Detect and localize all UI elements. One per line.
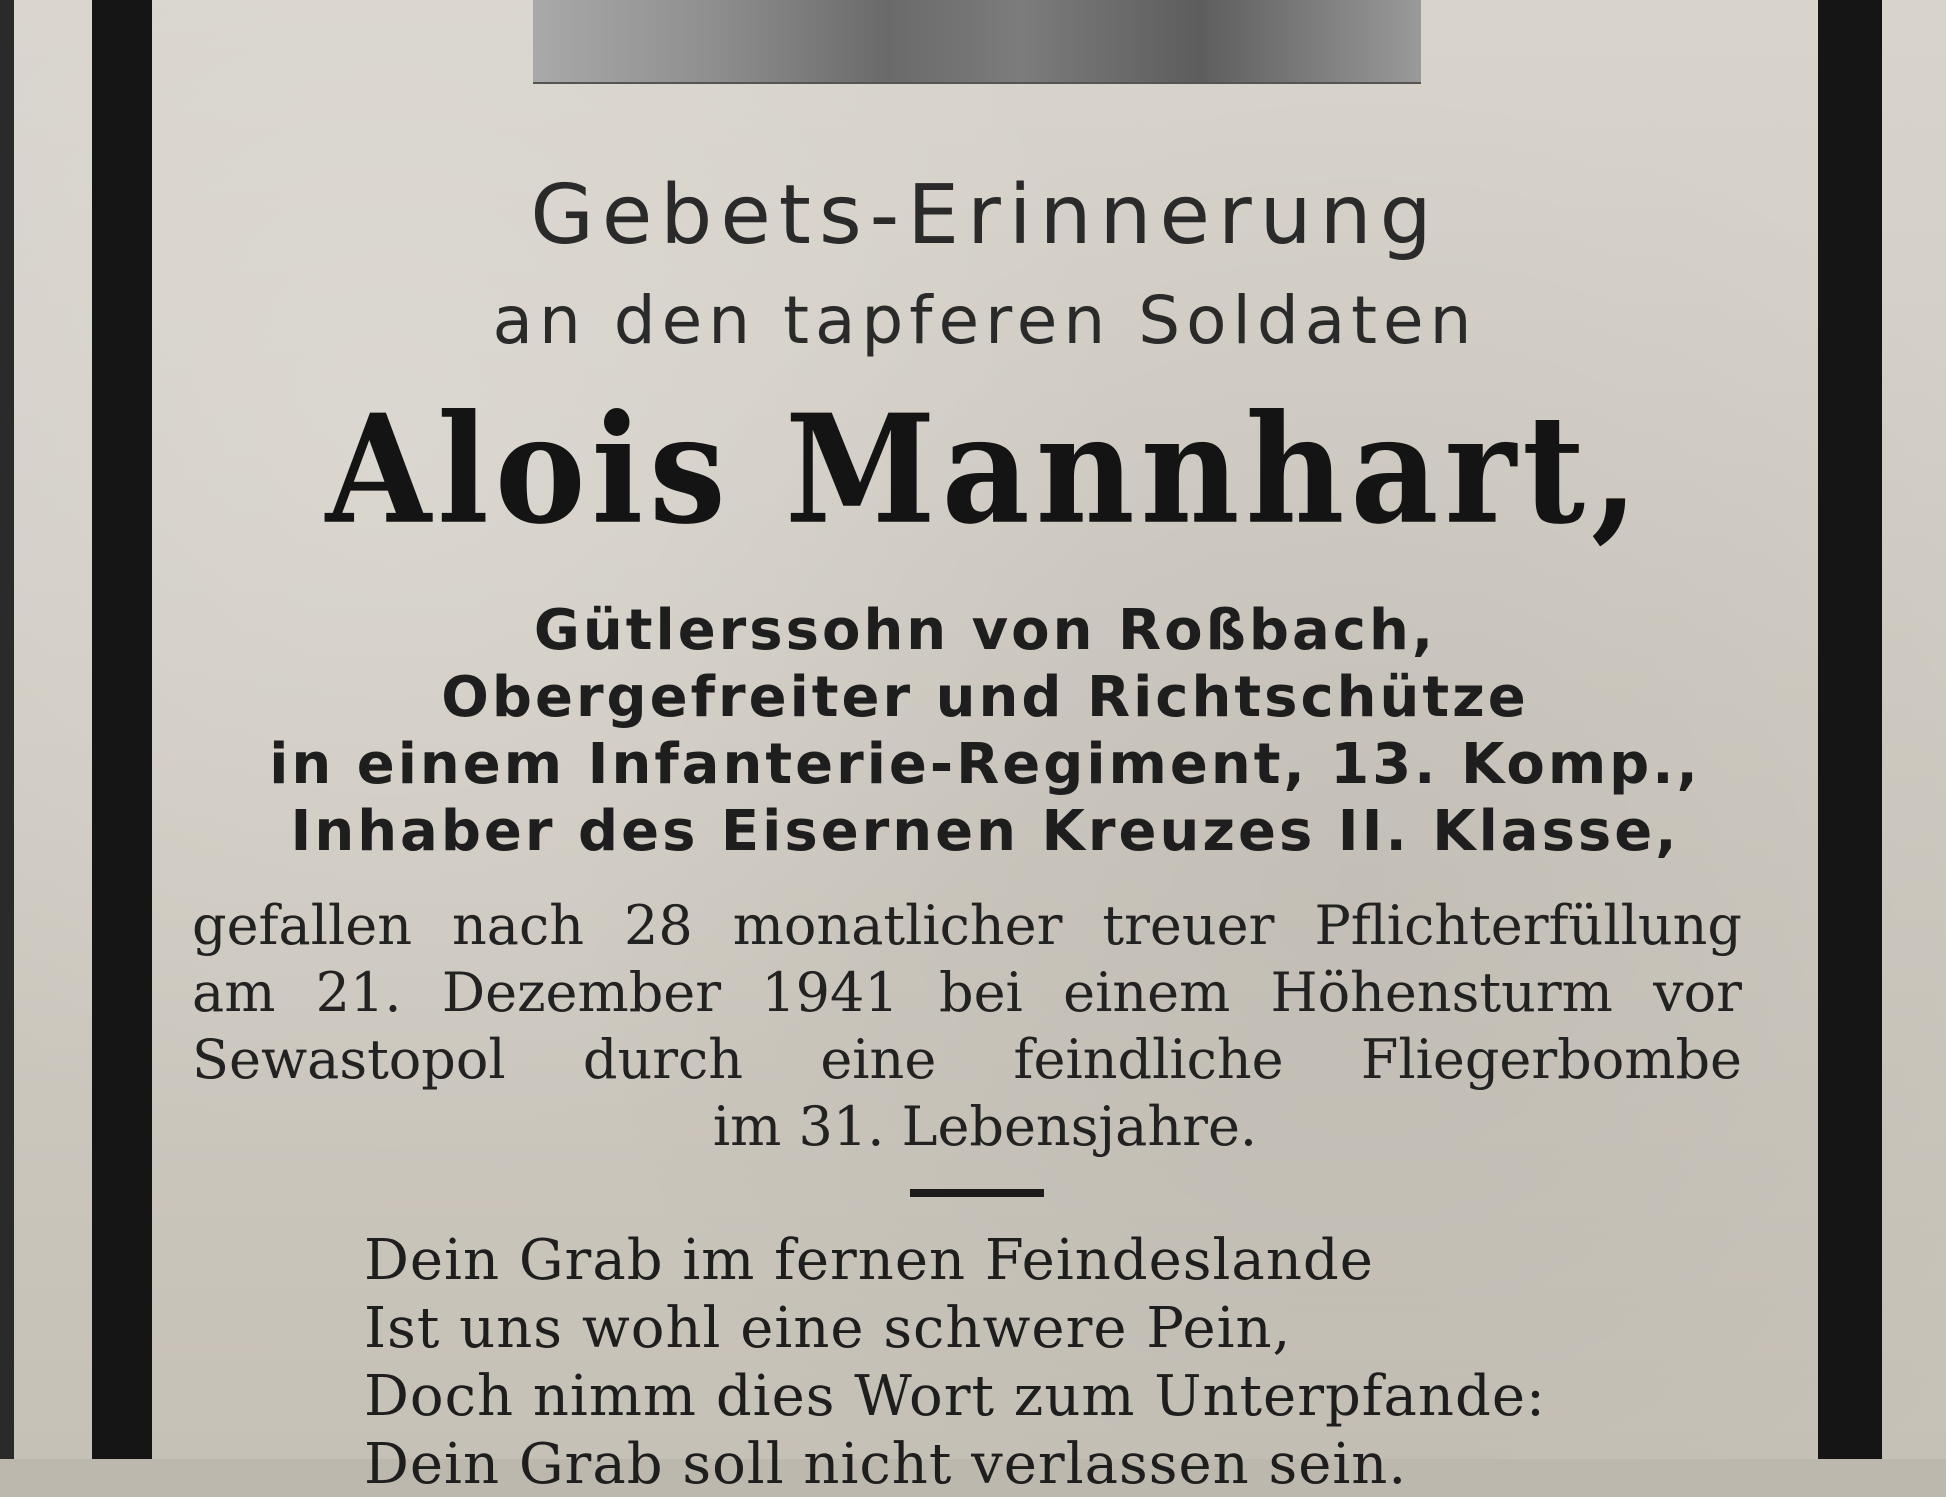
- death-line-2: am 21. Dezember 1941 bei einem Höhensturm vor: [192, 961, 1742, 1024]
- poem-line-1: Dein Grab im fernen Feindeslande: [364, 1228, 1374, 1293]
- poem-line-4: Dein Grab soll nicht verlassen sein.: [364, 1432, 1408, 1497]
- card-edge: [0, 0, 14, 1459]
- info-line-3: in einem Infanterie-Regiment, 13. Komp.,: [269, 732, 1701, 797]
- info-line-1: Gütlerssohn von Roßbach,: [533, 598, 1437, 663]
- divider: [910, 1189, 1044, 1197]
- death-line-3: Sewastopol durch eine feindliche Fliegerbombe: [192, 1028, 1742, 1091]
- card-heading: Gebets-Erinnerung: [530, 168, 1440, 263]
- info-line-2: Obergefreiter und Richtschütze: [441, 665, 1529, 730]
- poem-line-3: Doch nimm dies Wort zum Unterpfande:: [364, 1364, 1546, 1429]
- card-subheading: an den tapferen Soldaten: [492, 282, 1478, 359]
- poem-line-2: Ist uns wohl eine schwere Pein,: [364, 1296, 1292, 1361]
- death-line-1: gefallen nach 28 monatlicher treuer Pflichterfüllung: [192, 894, 1742, 957]
- mourning-border-right: [1818, 0, 1882, 1459]
- soldier-name: Alois Mannhart,: [325, 382, 1645, 558]
- info-line-4: Inhaber des Eisernen Kreuzes II. Klasse,: [290, 799, 1680, 864]
- card-text: [152, 0, 1818, 1497]
- death-line-4: im 31. Lebensjahre.: [712, 1095, 1258, 1158]
- mourning-border-left: [92, 0, 152, 1459]
